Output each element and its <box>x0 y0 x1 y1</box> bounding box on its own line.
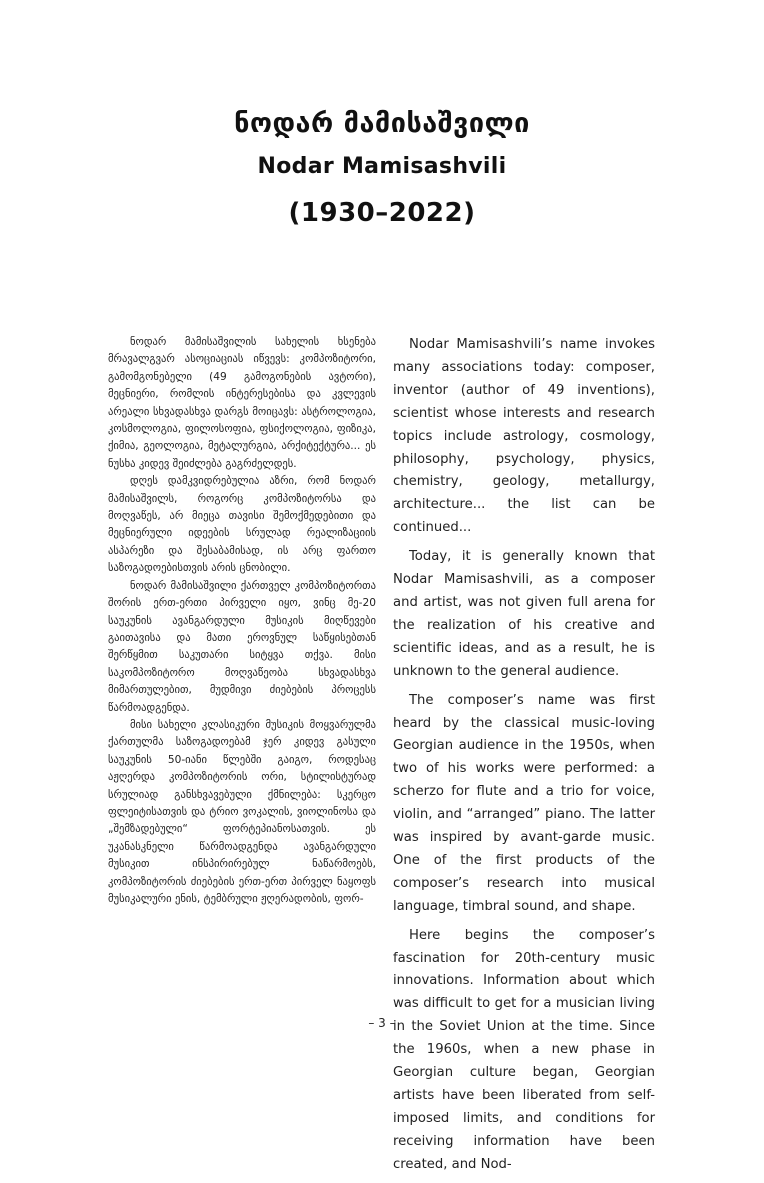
georgian-text-column <box>108 334 376 908</box>
english-paragraph: Today, it is generally known that Nodar Mamisashvili, as a composer and artist, was not given full arena for the realization of his creative and scientific ideas, and as a result, he is unknown to the general audience. <box>393 549 655 679</box>
english-paragraph: Nodar Mamisashvili’s name invokes many associations today: composer, inventor (author of 49 inventions), scientist whose interests and research topics include astrology, cosmology, philosophy, psychology, physics, chemistry, geology, metallurgy, architecture... the list can be continued... <box>393 337 655 536</box>
georgian-paragraph: ნოდარ მამისაშვილის სახელის ხსენება მრავალგვარ ასოციაციას იწვევს: კომპოზიტორი, გამომგონებელი (49 გამოგონების ავტორი), მეცნიერი, რომლის ინტერესებისა და კვლევის არეალი სხვადასხვა დარგს მოიცავს: ასტროლოგია, კოსმოლოგია, ფილოსოფია, ფსიქოლოგია, ფიზიკა, ქიმია, გეოლოგია, მეტალურგია, არქიტექტურა... ეს ნუსხა კიდევ შეიძლება გაგრძელდეს. <box>108 336 376 470</box>
english-paragraph: The composer’s name was first heard by the classical music-loving Georgian audience in the 1950s, when two of his works were performed: a scherzo for flute and a trio for voice, violin, and “arranged” piano. The latter was inspired by avant-garde music. One of the first products of the composer’s research into musical language, timbral sound, and shape. <box>393 692 655 914</box>
life-years: (1930–2022) <box>288 198 476 228</box>
page-title-georgian: ნოდარ მამისაშვილი <box>234 108 530 139</box>
georgian-paragraph: დღეს დამკვიდრებულია აზრი, რომ ნოდარ მამისაშვილს, როგორც კომპოზიტორსა და მოღვაწეს, არ მიეცა თავისი შემოქმედებითი და მეცნიერული იდეების სრულად რეალიზაციის ასპარეზი და შესაბამისად, ის არც ფართო საზოგადოებისთვის არის ცნობილი. <box>108 475 376 575</box>
georgian-paragraph: ნოდარ მამისაშვილი ქართველ კომპოზიტორთა შორის ერთ-ერთი პირველი იყო, ვინც მე-20 საუკუნის ავანგარდული მუსიკის მიღწევები გაითავისა და მათი ეროვნულ საწყისებთან შერწყმით საკუთარი სიტყვა თქვა. მისი საკომპოზიტორო მოღვაწეობა სხვადასხვა მიმართულებით, მუდმივი ძიებების პროცესს წარმოადგენდა. <box>108 579 376 714</box>
english-text-column <box>393 334 655 1183</box>
english-paragraph: Here begins the composer’s fascination for 20th-century music innovations. Information about which was difficult to get for a musician living in the Soviet Union at the time. Since the 1960s, when a new phase in Georgian culture began, Georgian artists have been liberated from self- imposed limits, and conditions for receiving information have been created, and Nod- <box>393 927 655 1172</box>
georgian-paragraph: მისი სახელი კლასიკური მუსიკის მოყვარულმა ქართულმა საზოგადოებამ ჯერ კიდევ გასული საუკუნის 50-იანი წლებში გაიგო, როდესაც აჟღერდა კომპოზიტორის ორი, სტილისტურად სრულიად განსხვავებული ქმნილება: სკერცო ფლეიტისათვის და ტრიო ვოკალის, ვიოლინოსა და „შემზადებული“ ფორტეპიანოსათვის. ეს უკანასკნელი წარმოადგენდა ავანგარდული მუსიკით ინსპირირებულ ნაწარმოებს, კომპოზიტორის ძიებების ერთ-ერთ პირველ ნაყოფს მუსიკალური ენის, ტემბრული ჟღერადობის, ფორ- <box>108 718 376 905</box>
page-number: – 3 – <box>368 1016 396 1030</box>
page-title-english: Nodar Mamisashvili <box>257 154 507 179</box>
